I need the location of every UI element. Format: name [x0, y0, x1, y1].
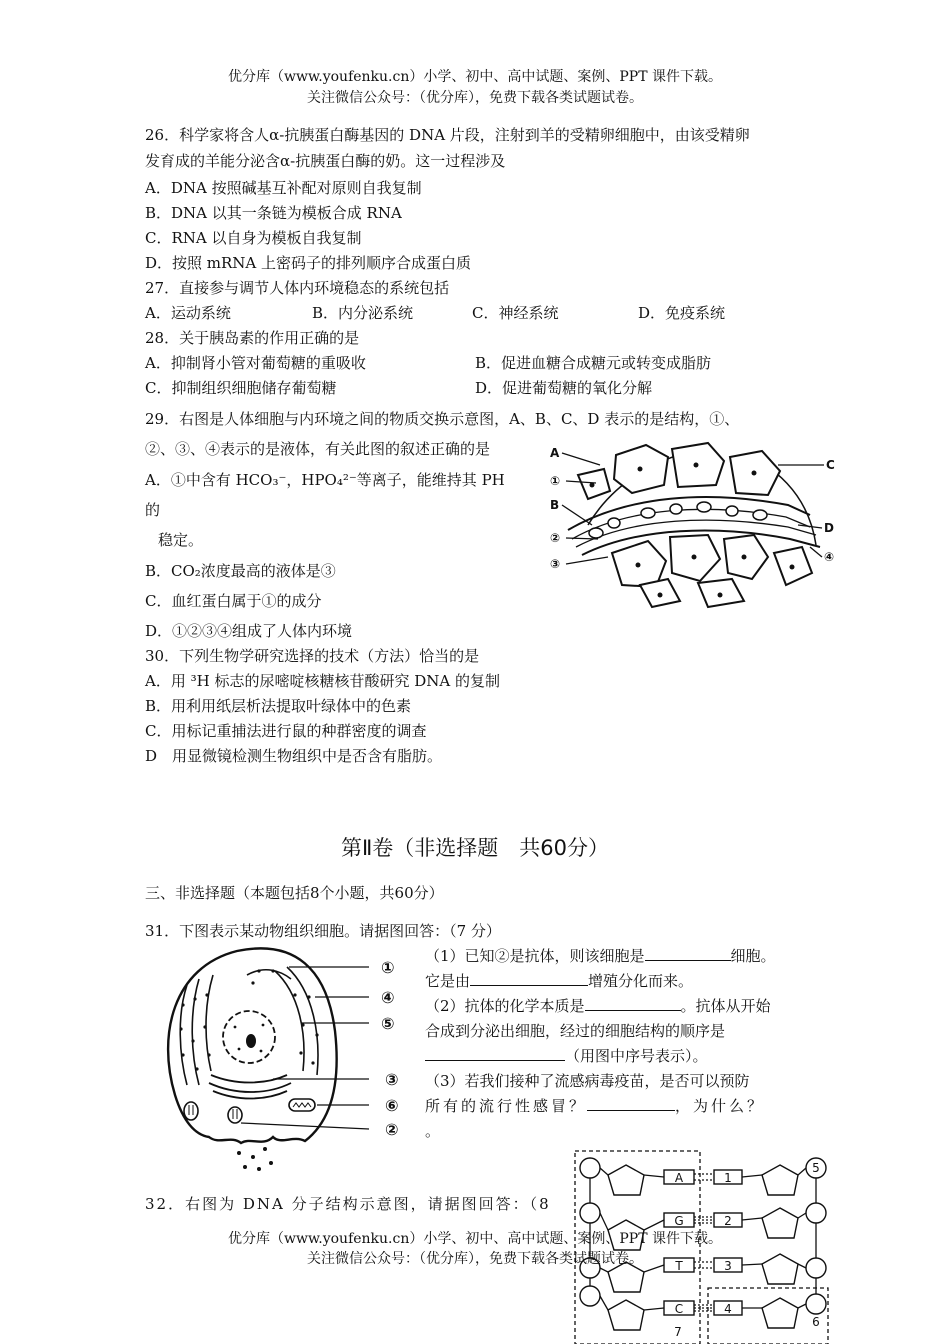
q31-part3-line2	[425, 1095, 765, 1116]
q30-option-d: D 用显微镜检测生物组织中是否含有脂肪。	[145, 747, 443, 765]
q31-part2-text-d: （用图中序号表示）。	[565, 1047, 708, 1065]
q29-option-a-line1: A．①中含有 HCO₃⁻，HPO₄²⁻等离子，能维持其 PH	[145, 471, 505, 489]
q27-option-a: A．运动系统	[145, 304, 231, 322]
q31-part1-text-d: 增殖分化而来。	[588, 972, 694, 990]
q30-stem: 30．下列生物学研究选择的技术（方法）恰当的是	[145, 647, 480, 665]
tissue-exchange-diagram	[548, 435, 843, 610]
tissue-label-2: ②	[550, 531, 561, 545]
q31-part2-text-b: 。抗体从开始	[680, 997, 771, 1015]
q29-stem-line1: 29．右图是人体细胞与内环境之间的物质交换示意图，A、B、C、D 表示的是结构，①、	[145, 410, 740, 428]
q31-answer-cell-type[interactable]	[645, 946, 731, 961]
cell-label-3: ③	[385, 1070, 399, 1089]
dna-base-3: 3	[724, 1259, 732, 1273]
q26-option-d: D．按照 mRNA 上密码子的排列顺序合成蛋白质	[145, 254, 472, 272]
dna-base-C: C	[674, 1302, 684, 1316]
q31-answer-chemical-nature[interactable]	[585, 996, 681, 1011]
watermark-header-line2: 关注微信公众号：（优分库），免费下载各类试题试卷。	[307, 90, 643, 106]
cell-label-5: ⑤	[381, 1014, 395, 1033]
tissue-label-3: ③	[550, 557, 561, 571]
q26-option-b: B．DNA 以其一条链为模板合成 RNA	[145, 204, 402, 222]
dna-base-4: 4	[724, 1302, 732, 1316]
q28-option-b: B．促进血糖合成糖元或转变成脂肪	[475, 354, 712, 372]
q30-option-a: A．用 ³H 标志的尿嘧啶核糖核苷酸研究 DNA 的复制	[145, 672, 500, 690]
dna-label-7: 7	[674, 1325, 682, 1339]
q31-part2-line3	[425, 1045, 708, 1066]
watermark-footer-line2: 关注微信公众号：（优分库），免费下载各类试题试卷。	[307, 1251, 643, 1267]
dna-label-5: 5	[812, 1161, 820, 1175]
q29-option-a-line3: 稳定。	[158, 531, 204, 549]
tissue-label-C: C	[826, 458, 835, 472]
q31-part1-text-a: （1）已知②是抗体，则该细胞是	[425, 947, 645, 965]
tissue-label-D: D	[824, 521, 834, 535]
q30-option-b: B．用利用纸层析法提取叶绿体中的色素	[145, 697, 412, 715]
q31-part1-text-c: 它是由	[425, 972, 471, 990]
animal-cell-diagram	[155, 945, 420, 1177]
q31-answer-origin[interactable]	[470, 971, 588, 986]
tissue-label-A: A	[550, 446, 560, 460]
q31-answer-prevent[interactable]	[587, 1096, 675, 1111]
q28-option-a: A．抑制肾小管对葡萄糖的重吸收	[145, 354, 366, 372]
tissue-label-4: ④	[824, 550, 835, 564]
q31-stem: 31．下图表示某动物组织细胞。请据图回答：（7 分）	[145, 922, 501, 940]
dna-label-6: 6	[812, 1315, 820, 1329]
q32-stem: 32．右图为 DNA 分子结构示意图，请据图回答：（8	[145, 1195, 551, 1213]
cell-label-1: ①	[381, 958, 395, 977]
q27-option-b: B．内分泌系统	[312, 304, 414, 322]
q31-part2-line2: 合成到分泌出细胞，经过的细胞结构的顺序是	[425, 1022, 726, 1040]
q27-option-d: D．免疫系统	[638, 304, 726, 322]
q30-option-c: C．用标记重捕法进行鼠的种群密度的调查	[145, 722, 427, 740]
tissue-label-B: B	[550, 498, 560, 512]
q26-option-c: C．RNA 以自身为模板自我复制	[145, 229, 362, 247]
cell-label-6: ⑥	[385, 1096, 399, 1115]
part2-title: 第Ⅱ卷（非选择题 共60分）	[340, 836, 610, 860]
q26-stem-line1: 26．科学家将含人α-抗胰蛋白酶基因的 DNA 片段，注射到羊的受精卵细胞中，由该受精卵	[145, 126, 750, 144]
q31-part2-text-a: （2）抗体的化学本质是	[425, 997, 585, 1015]
dna-base-G: G	[674, 1214, 684, 1228]
cell-label-4: ④	[381, 988, 395, 1007]
q31-part3-line1: （3）若我们接种了流感病毒疫苗，是否可以预防	[425, 1072, 750, 1090]
q29-option-b: B．CO₂浓度最高的液体是③	[145, 562, 336, 580]
cell-label-2: ②	[385, 1120, 399, 1139]
q29-option-c: C．血红蛋白属于①的成分	[145, 592, 322, 610]
q28-option-d: D．促进葡萄糖的氧化分解	[475, 379, 653, 397]
dna-base-A: A	[674, 1171, 684, 1185]
part2-section-heading: 三、非选择题（本题包括8个小题，共60分）	[145, 884, 444, 902]
q31-part2-line1	[425, 995, 771, 1016]
q31-part1-text-b: 细胞。	[730, 947, 776, 965]
q31-part3-line3: 。	[425, 1122, 441, 1140]
tissue-label-1: ①	[550, 474, 561, 488]
q31-answer-structure-order[interactable]	[425, 1046, 565, 1061]
q28-option-c: C．抑制组织细胞储存葡萄糖	[145, 379, 337, 397]
q29-option-a-line2: 的	[145, 501, 161, 519]
q28-stem: 28．关于胰岛素的作用正确的是	[145, 329, 360, 347]
q27-stem: 27．直接参与调节人体内环境稳态的系统包括	[145, 279, 450, 297]
q26-stem-line2: 发育成的羊能分泌含α-抗胰蛋白酶的奶。这一过程涉及	[145, 152, 506, 170]
watermark-header-line1: 优分库（www.youfenku.cn）小学、初中、高中试题、案例、PPT 课件下载。	[227, 69, 722, 85]
dna-base-2: 2	[724, 1214, 732, 1228]
q29-stem-line2: ②、③、④表示的是液体，有关此图的叙述正确的是	[145, 440, 491, 458]
q27-option-c: C．神经系统	[472, 304, 559, 322]
dna-base-T: T	[675, 1259, 683, 1273]
q26-option-a: A．DNA 按照碱基互补配对原则自我复制	[145, 179, 422, 197]
q31-part1-line2	[425, 970, 693, 991]
q31-part3-text-c: ，为什么？	[675, 1097, 766, 1115]
q31-part3-text-b: 所有的流行性感冒？	[425, 1097, 588, 1115]
q29-option-d: D．①②③④组成了人体内环境	[145, 622, 353, 640]
q31-part1-line1	[425, 945, 776, 966]
dna-base-1: 1	[724, 1171, 732, 1185]
watermark-footer-line1: 优分库（www.youfenku.cn）小学、初中、高中试题、案例、PPT 课件下载。	[227, 1231, 722, 1247]
